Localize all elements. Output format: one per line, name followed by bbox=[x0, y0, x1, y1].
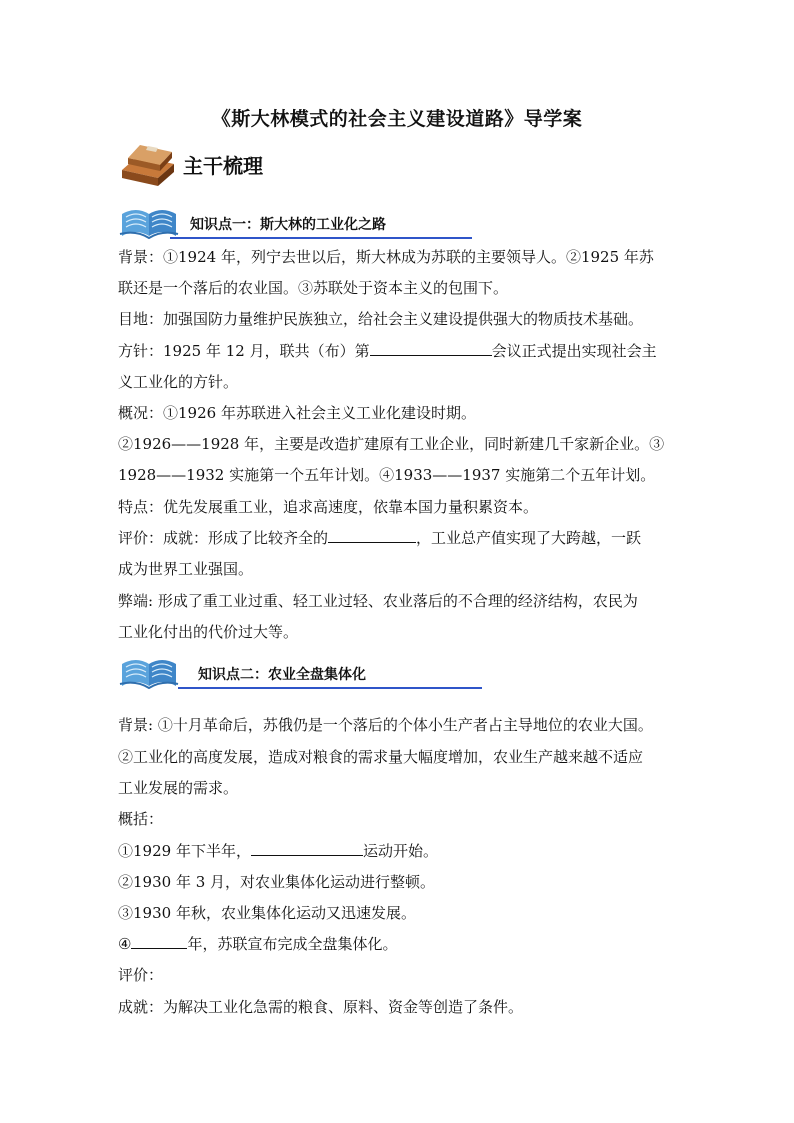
kp2-line-9: 评价： bbox=[118, 966, 164, 984]
kp1-line-8: 1928——1932 实施第一个五年计划。④1933——1937 实施第二个五年计划。 bbox=[118, 466, 656, 484]
kp1-line-13: 工业化付出的代价过大等。 bbox=[118, 623, 299, 641]
kp1-title: 知识点一：斯大林的工业化之路 bbox=[190, 217, 386, 233]
document-title: 《斯大林模式的社会主义建设道路》导学案 bbox=[211, 108, 583, 130]
kp1-line-10 bbox=[118, 523, 678, 554]
kp2-line-6: ②1930 年 3 月，对农业集体化运动进行整顿。 bbox=[118, 873, 436, 891]
kp1-line-10-end: ，工业总产值实现了大跨越，一跃 bbox=[416, 529, 642, 547]
kp2-underline bbox=[178, 687, 482, 689]
kp2-line-5-end: 运动开始。 bbox=[362, 842, 438, 860]
fill-blank[interactable] bbox=[370, 340, 492, 356]
kp2-line-7: ③1930 年秋，农业集体化运动又迅速发展。 bbox=[118, 904, 416, 922]
kp2-line-10: 成就：为解决工业化急需的粮食、原料、资金等创造了条件。 bbox=[118, 998, 524, 1016]
kp1-line-4 bbox=[118, 336, 678, 367]
fill-blank[interactable] bbox=[328, 527, 416, 543]
kp1-line-6: 概况：①1926 年苏联进入社会主义工业化建设时期。 bbox=[118, 404, 476, 422]
kp1-line-5: 义工业化的方针。 bbox=[118, 373, 239, 391]
fill-blank[interactable] bbox=[131, 933, 187, 949]
kp1-line-4-start: 方针：1925 年 12 月，联共（布）第 bbox=[118, 342, 370, 360]
kp1-line-12: 弊端: 形成了重工业过重、轻工业过轻、农业落后的不合理的经济结构，农民为 bbox=[118, 592, 638, 610]
kp2-line-5 bbox=[118, 836, 678, 867]
section-title: 主干梳理 bbox=[183, 154, 263, 178]
kp1-underline bbox=[170, 237, 472, 239]
kp2-line-1: 背景: ①十月革命后，苏俄仍是一个落后的个体小生产者占主导地位的农业大国。 bbox=[118, 716, 653, 734]
open-book-icon bbox=[118, 654, 180, 690]
book-icon bbox=[118, 140, 178, 188]
open-book-icon bbox=[118, 204, 180, 240]
kp2-line-8 bbox=[118, 929, 678, 960]
kp1-line-1: 背景：①1924 年，列宁去世以后，斯大林成为苏联的主要领导人。②1925 年苏 bbox=[118, 248, 654, 266]
kp2-title: 知识点二：农业全盘集体化 bbox=[198, 667, 366, 683]
kp2-line-4: 概括： bbox=[118, 810, 164, 828]
fill-blank[interactable] bbox=[251, 840, 363, 856]
kp2-line-5-start: ①1929 年下半年， bbox=[118, 842, 251, 860]
kp2-line-3: 工业发展的需求。 bbox=[118, 779, 239, 797]
kp1-line-10-start: 评价：成就：形成了比较齐全的 bbox=[118, 529, 329, 547]
kp1-line-9: 特点：优先发展重工业，追求高速度，依靠本国力量积累资本。 bbox=[118, 498, 539, 516]
kp2-line-8-end: 年，苏联宣布完成全盘集体化。 bbox=[187, 935, 398, 953]
kp1-line-3: 目地：加强国防力量维护民族独立，给社会主义建设提供强大的物质技术基础。 bbox=[118, 310, 644, 328]
kp2-line-2: ②工业化的高度发展，造成对粮食的需求量大幅度增加，农业生产越来越不适应 bbox=[118, 748, 644, 766]
kp2-line-8-start: ④ bbox=[118, 935, 132, 953]
kp1-line-11: 成为世界工业强国。 bbox=[118, 560, 254, 578]
kp1-line-2: 联还是一个落后的农业国。③苏联处于资本主义的包围下。 bbox=[118, 279, 509, 297]
kp1-line-4-end: 会议正式提出实现社会主 bbox=[491, 342, 657, 360]
kp1-line-7: ②1926——1928 年，主要是改造扩建原有工业企业，同时新建几千家新企业。③ bbox=[118, 435, 665, 453]
